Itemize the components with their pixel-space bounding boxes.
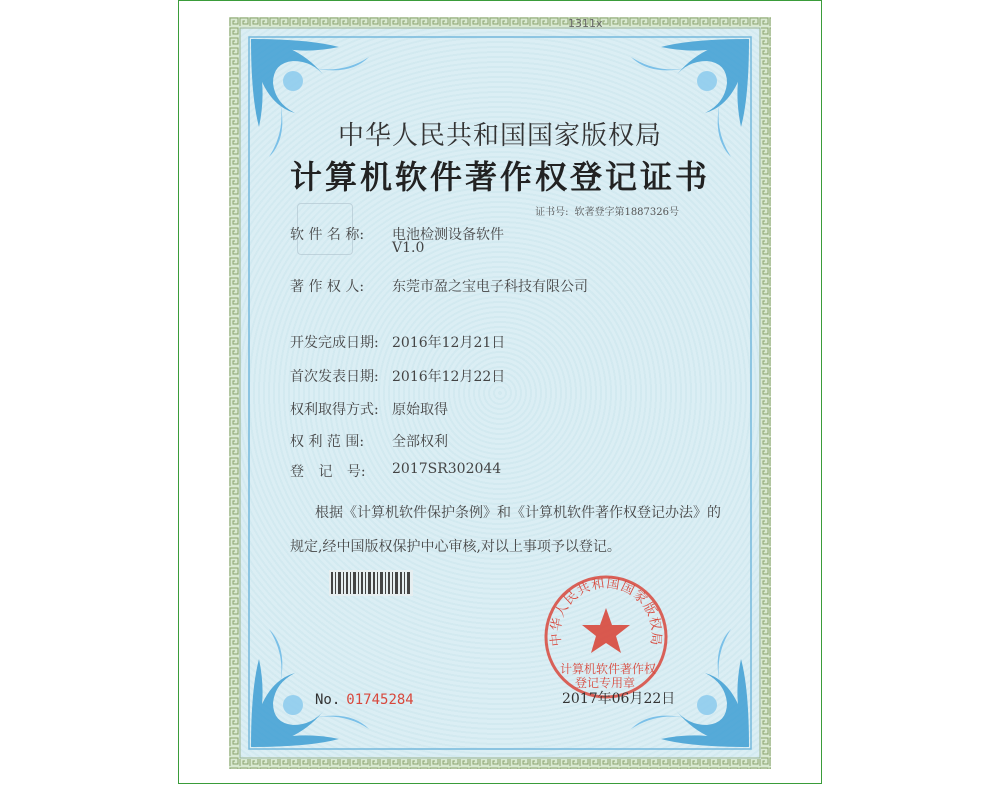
acquisition-method-value: 原始取得: [392, 402, 448, 418]
certificate-title: 计算机软件著作权登记证书: [289, 158, 710, 196]
issuer-title: 中华人民共和国国家版权局: [337, 121, 662, 151]
body-text-line1: 根据《计算机软件保护条例》和《计算机软件著作权登记办法》的: [315, 505, 721, 521]
registration-number-label: 登 记 号:: [290, 464, 366, 480]
copyright-owner-label: 著 作 权 人:: [290, 279, 365, 295]
rights-scope-label: 权 利 范 围:: [290, 434, 365, 450]
barcode: [329, 570, 413, 596]
issue-date: 2017年06月22日: [562, 691, 676, 707]
serial-number: [315, 692, 414, 708]
corner-ornament-bl: [251, 629, 369, 747]
serial-value: 01745284: [346, 692, 414, 708]
acquisition-method-label: 权利取得方式:: [290, 402, 379, 418]
copyright-owner-value: 东莞市盈之宝电子科技有限公司: [392, 279, 588, 295]
seal-line2: 登记专用章: [575, 676, 636, 690]
certificate-number: [529, 203, 679, 218]
body-text-line2: 规定,经中国版权保护中心审核,对以上事项予以登记。: [290, 539, 621, 555]
star-icon: [582, 608, 630, 653]
registration-number-value: 2017SR302044: [392, 461, 502, 477]
seal-ring-text: 中华人民共和国国家版权局: [548, 576, 664, 647]
publication-date-label: 首次发表日期:: [290, 369, 379, 385]
software-name-label: 软 件 名 称:: [290, 227, 365, 243]
completion-date-label: 开发完成日期:: [290, 335, 379, 351]
completion-date-value: 2016年12月21日: [392, 335, 506, 351]
seal-line1: 计算机软件著作权: [560, 662, 657, 676]
publication-date-value: 2016年12月22日: [392, 369, 506, 385]
software-name-value: 电池检测设备软件: [392, 227, 504, 243]
certificate-number-label: 证书号:: [535, 207, 569, 218]
certificate: [229, 17, 771, 769]
rights-scope-value: 全部权利: [392, 434, 448, 450]
handwritten-note: 1311x: [568, 17, 603, 30]
software-version-value: V1.0: [392, 240, 425, 256]
certificate-number-value: 软著登字第1887326号: [574, 207, 679, 218]
serial-prefix: No.: [315, 692, 341, 708]
